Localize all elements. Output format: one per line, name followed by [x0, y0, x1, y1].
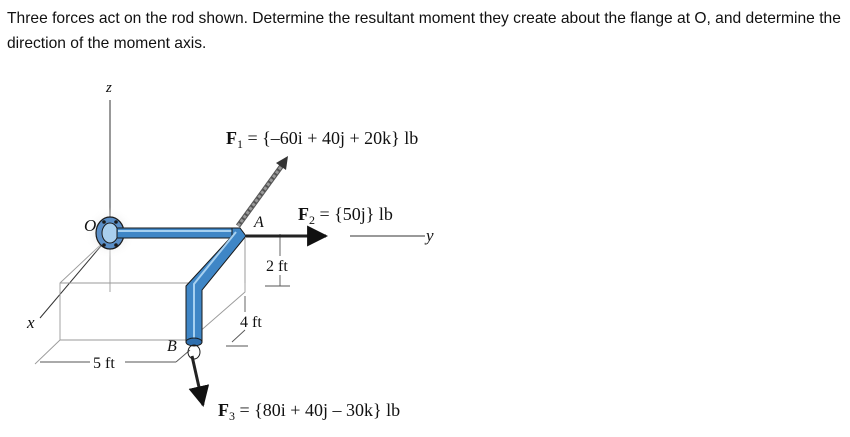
point-o-label: O	[84, 216, 97, 235]
dimension-lines	[40, 234, 290, 362]
axis-z-label: z	[106, 80, 112, 96]
axis-y-label: y	[426, 226, 434, 245]
f3-label	[218, 400, 400, 423]
f2-sub: 2	[309, 213, 315, 227]
f2-value: = {50j} lb	[315, 204, 393, 224]
f1-value: = {–60i + 40j + 20k} lb	[243, 128, 419, 148]
force-f3-arrow	[192, 356, 203, 405]
point-a-label: A	[254, 214, 264, 231]
f1-sub: 1	[237, 137, 243, 151]
f2-label	[298, 204, 393, 227]
f3-value: = {80i + 40j – 30k} lb	[235, 400, 401, 420]
f1-name: F	[226, 128, 237, 148]
f3-sub: 3	[229, 409, 235, 423]
f1-label	[226, 128, 418, 151]
rod	[117, 228, 246, 359]
construction-box	[35, 236, 245, 364]
dim-4ft-label: 4 ft	[240, 314, 262, 331]
dim-5ft-label: 5 ft	[93, 355, 115, 372]
point-b-label: B	[167, 338, 177, 355]
f2-name: F	[298, 204, 309, 224]
dim-2ft-label: 2 ft	[266, 258, 288, 275]
f3-name: F	[218, 400, 229, 420]
axis-x-label: x	[27, 313, 35, 332]
problem-statement: Three forces act on the rod shown. Determine the resultant moment they create about the flange at O, and determine the direction of the moment axis.	[7, 10, 841, 52]
